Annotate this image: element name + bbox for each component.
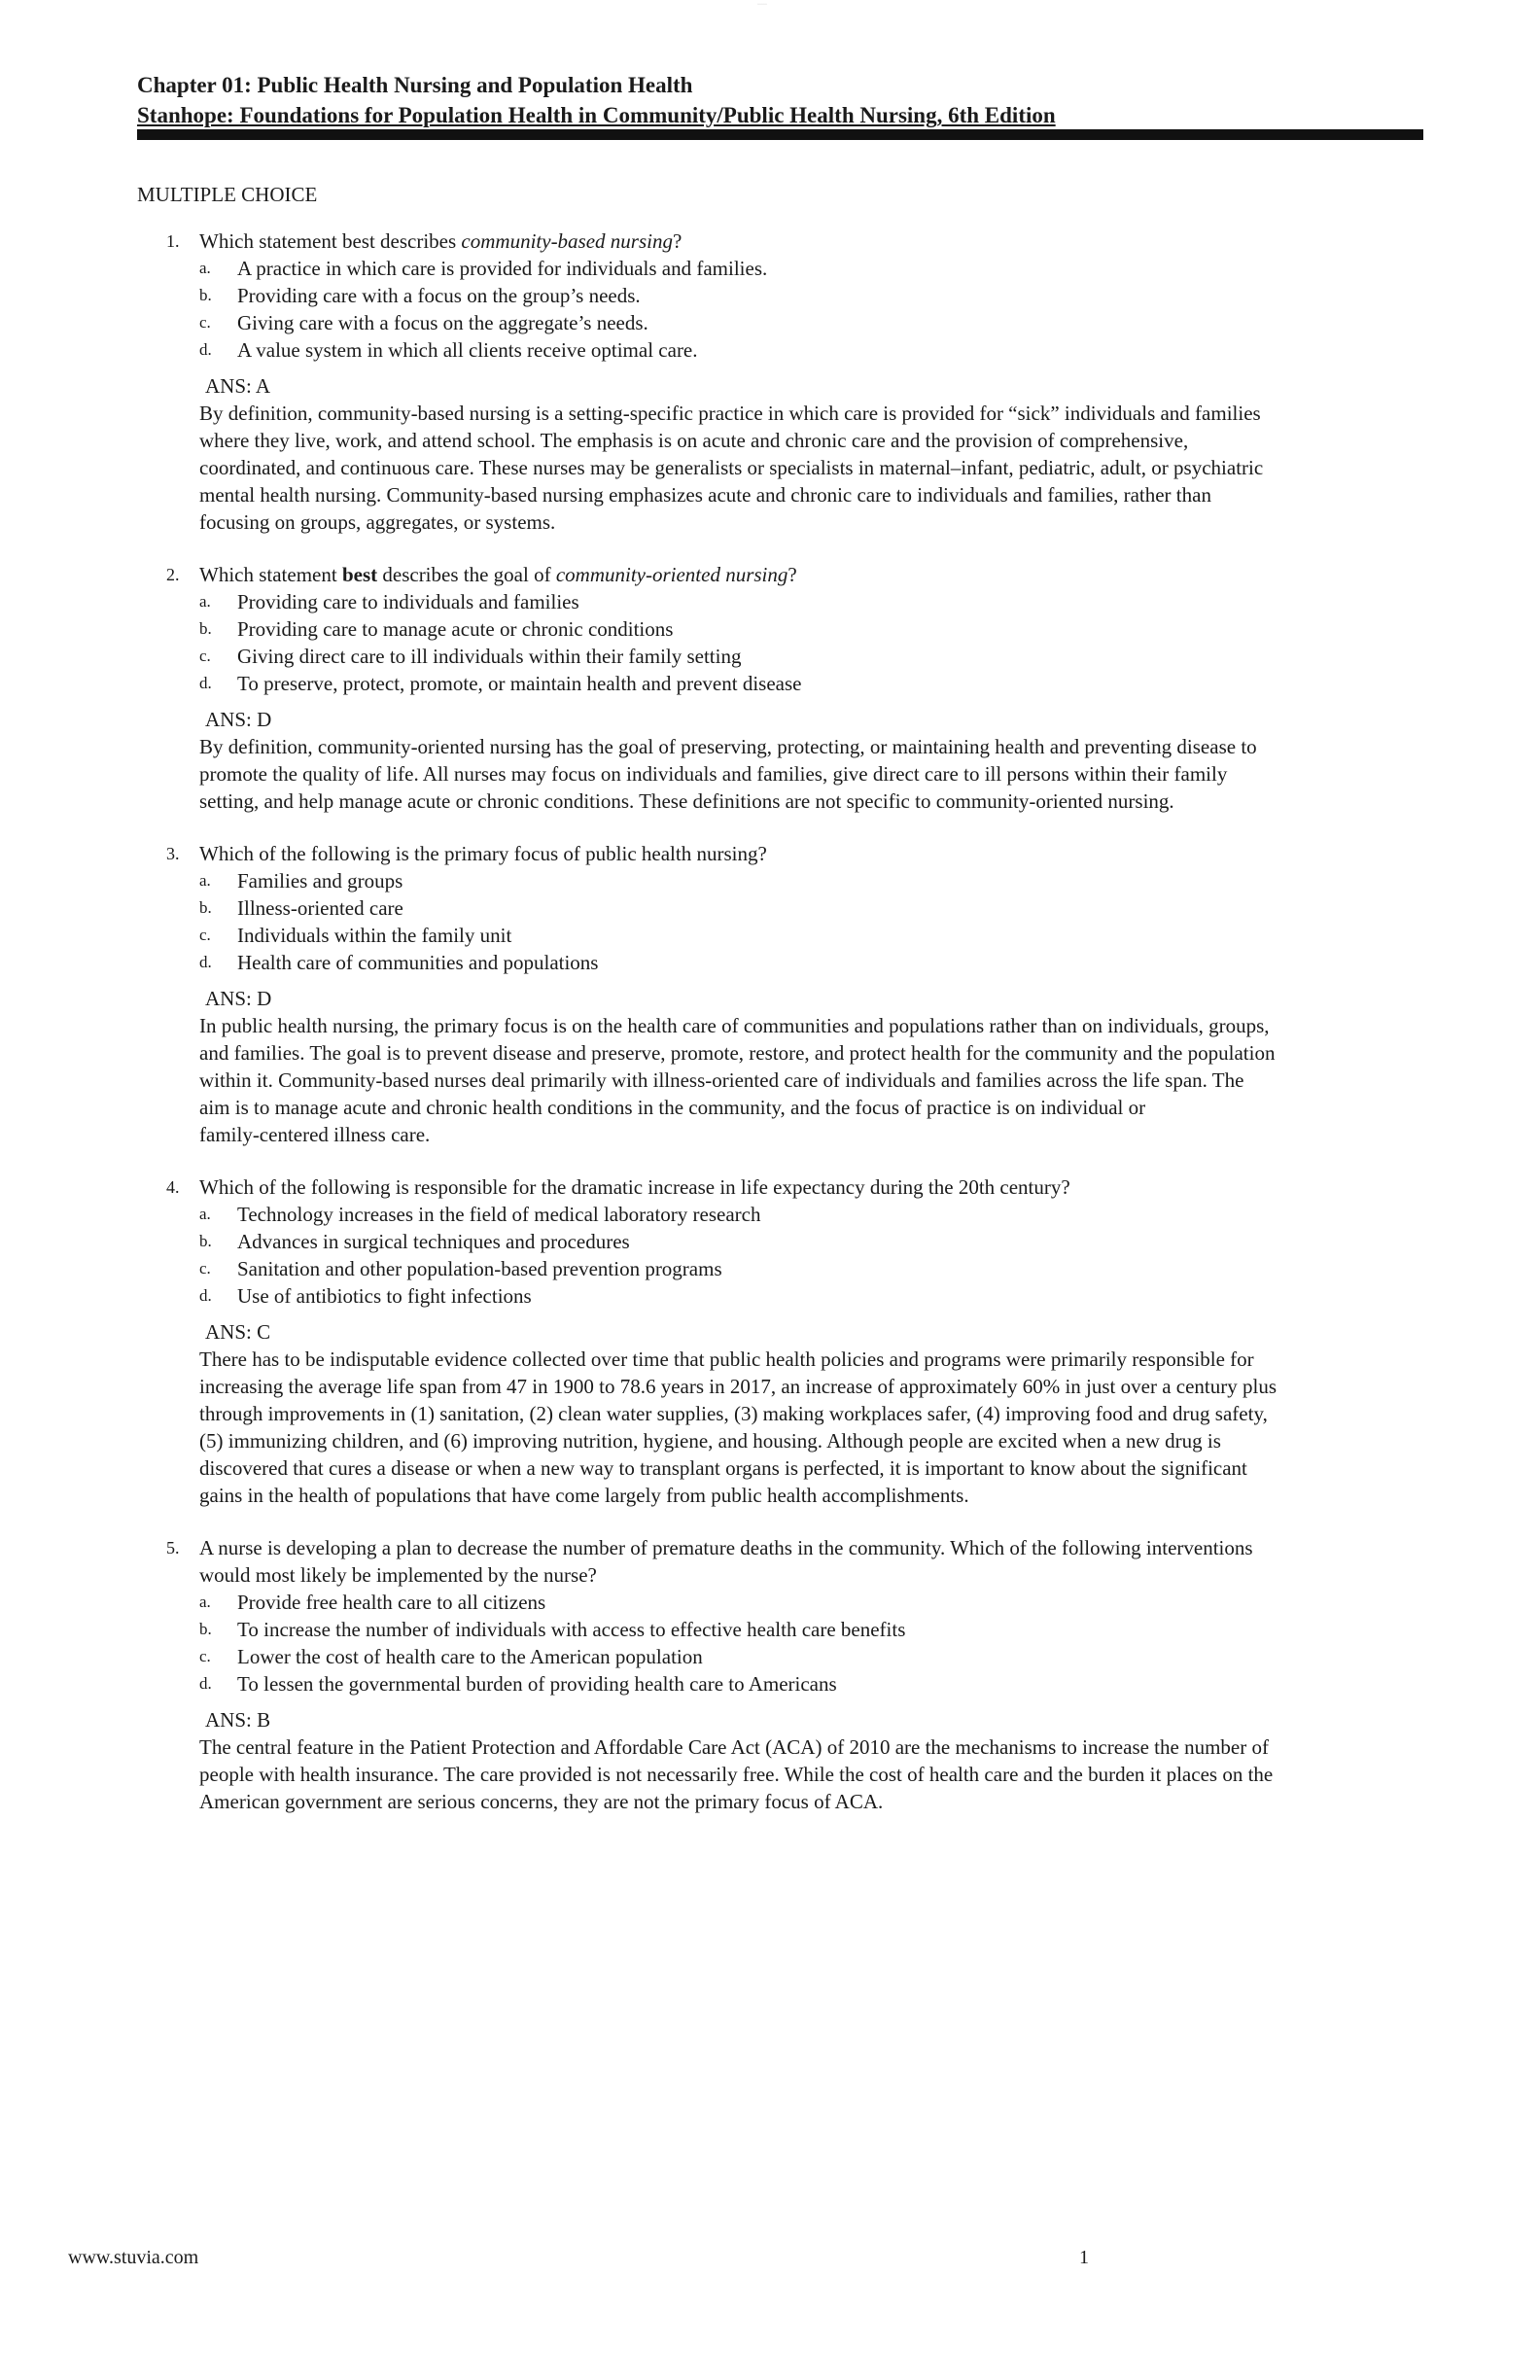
- chapter-title: Chapter 01: Public Health Nursing and Population Health: [137, 73, 693, 97]
- option-list: [137, 588, 1426, 697]
- option-letter: c.: [199, 1259, 211, 1278]
- option-d: [137, 336, 1426, 364]
- question-number: 3.: [166, 844, 180, 863]
- question-stem: [137, 1534, 1426, 1589]
- option-letter: b.: [199, 1620, 212, 1638]
- option-letter: a.: [199, 592, 211, 611]
- option-text: Lower the cost of health care to the American population: [237, 1645, 703, 1668]
- header-rule: [137, 129, 1423, 140]
- option-letter: d.: [199, 953, 212, 971]
- stem-emphasis: community-oriented nursing: [555, 563, 788, 586]
- rationale-line: In public health nursing, the primary focus is on the health care of communities and populations rather than on individuals, groups,: [199, 1014, 1270, 1037]
- question-stem: [137, 840, 1426, 867]
- option-text: Giving direct care to ill individuals within their family setting: [237, 645, 742, 668]
- section-title: MULTIPLE CHOICE: [137, 183, 318, 206]
- rationale: [199, 1012, 1426, 1148]
- question-number: 1.: [166, 231, 180, 251]
- answer-block: [137, 986, 1426, 1148]
- option-text: Health care of communities and populations: [237, 951, 599, 974]
- question-number: 4.: [166, 1177, 180, 1197]
- rationale-line: setting, and help manage acute or chronic conditions. These definitions are not specific to community-oriented nursing.: [199, 789, 1174, 813]
- option-text: Giving care with a focus on the aggregate’s needs.: [237, 311, 648, 334]
- answer-block: [137, 1319, 1426, 1509]
- answer-block: [137, 707, 1426, 815]
- option-c: [137, 922, 1426, 949]
- option-text: A practice in which care is provided for individuals and families.: [237, 257, 768, 280]
- option-text: Families and groups: [237, 869, 403, 892]
- option-text: To increase the number of individuals with access to effective health care benefits: [237, 1618, 906, 1641]
- option-letter: b.: [199, 286, 212, 304]
- option-b: [137, 894, 1426, 922]
- rationale-line: and families. The goal is to prevent disease and preserve, promote, restore, and protect health for the community and the population: [199, 1041, 1276, 1065]
- option-text: Individuals within the family unit: [237, 924, 512, 947]
- rationale-line: By definition, community-oriented nursing has the goal of preserving, protecting, or maintaining health and preventing disease to: [199, 735, 1257, 758]
- option-text: Providing care to manage acute or chronic conditions: [237, 617, 674, 641]
- page-number: 1: [1079, 2247, 1089, 2268]
- option-c: [137, 1255, 1426, 1282]
- rationale: [199, 1733, 1426, 1815]
- stem-line: would most likely be implemented by the nurse?: [199, 1563, 597, 1587]
- stem-text: ?: [788, 563, 797, 586]
- stem-line: A nurse is developing a plan to decrease the number of premature deaths in the community. Which of the following interventions: [199, 1536, 1253, 1559]
- option-text: Sanitation and other population-based prevention programs: [237, 1257, 722, 1280]
- option-text: Technology increases in the field of medical laboratory research: [237, 1203, 761, 1226]
- question-list: [137, 175, 1426, 1840]
- option-a: [137, 1589, 1426, 1616]
- footer-website[interactable]: www.stuvia.com: [68, 2247, 199, 2268]
- question-number: 5.: [166, 1538, 180, 1558]
- stem-text: Which statement best describes: [199, 229, 462, 253]
- option-d: [137, 1670, 1426, 1698]
- book-title: Stanhope: Foundations for Population Health in Community/Public Health Nursing, 6th Edition: [137, 103, 1056, 127]
- option-text: Illness-oriented care: [237, 896, 403, 920]
- option-d: [137, 670, 1426, 697]
- question-1: [137, 228, 1426, 536]
- option-text: Provide free health care to all citizens: [237, 1591, 546, 1614]
- option-letter: c.: [199, 647, 211, 665]
- rationale: [199, 733, 1426, 815]
- answer-label: ANS: D: [205, 987, 272, 1010]
- question-5: [137, 1534, 1426, 1815]
- option-list: [137, 1201, 1426, 1310]
- rationale-line: people with health insurance. The care provided is not necessarily free. While the cost of health care and the burden it places on the: [199, 1763, 1274, 1786]
- option-text: Advances in surgical techniques and procedures: [237, 1230, 630, 1253]
- question-stem: [137, 1173, 1426, 1201]
- option-b: [137, 1616, 1426, 1643]
- option-list: [137, 255, 1426, 364]
- option-letter: c.: [199, 926, 211, 944]
- option-d: [137, 1282, 1426, 1310]
- option-a: [137, 588, 1426, 615]
- rationale-line: mental health nursing. Community-based nursing emphasizes acute and chronic care to individuals and families, rather than: [199, 483, 1211, 507]
- option-text: Providing care with a focus on the group’s needs.: [237, 284, 641, 307]
- rationale-line: focusing on groups, aggregates, or systems.: [199, 510, 556, 534]
- option-letter: d.: [199, 1286, 212, 1305]
- question-stem: [137, 561, 1426, 588]
- stem-text: describes the goal of: [377, 563, 556, 586]
- question-2: [137, 561, 1426, 815]
- question-3: [137, 840, 1426, 1148]
- rationale-line: promote the quality of life. All nurses may focus on individuals and families, give direct care to ill persons within their family: [199, 762, 1228, 786]
- rationale-line: discovered that cures a disease or when a new way to transplant organs is perfected, it is important to know about the significant: [199, 1456, 1247, 1480]
- stem-text: Which statement: [199, 563, 342, 586]
- option-a: [137, 867, 1426, 894]
- answer-block: [137, 373, 1426, 536]
- option-letter: a.: [199, 259, 211, 277]
- rationale-line: family-centered illness care.: [199, 1123, 431, 1146]
- option-c: [137, 309, 1426, 336]
- rationale-line: where they live, work, and attend school. The emphasis is on acute and chronic care and the provision of comprehensive,: [199, 429, 1189, 452]
- option-letter: c.: [199, 1647, 211, 1665]
- option-list: [137, 1589, 1426, 1698]
- option-c: [137, 1643, 1426, 1670]
- document-header: [137, 70, 1423, 130]
- answer-label: ANS: C: [205, 1320, 271, 1344]
- option-b: [137, 615, 1426, 643]
- option-letter: a.: [199, 871, 211, 890]
- option-c: [137, 643, 1426, 670]
- rationale: [199, 1346, 1426, 1509]
- rationale-line: increasing the average life span from 47 in 1900 to 78.6 years in 2017, an increase of approximately 60% in just over a century plus: [199, 1375, 1278, 1398]
- answer-label: ANS: B: [205, 1708, 271, 1732]
- rationale-line: through improvements in (1) sanitation, (2) clean water supplies, (3) making workplaces safer, (4) improving food and drug safety,: [199, 1402, 1268, 1425]
- option-text: To preserve, protect, promote, or maintain health and prevent disease: [237, 672, 802, 695]
- rationale-line: within it. Community-based nurses deal primarily with illness-oriented care of individuals and families across the life span. The: [199, 1068, 1244, 1092]
- option-text: A value system in which all clients receive optimal care.: [237, 338, 698, 362]
- stem-bold: best: [341, 563, 378, 586]
- rationale-line: There has to be indisputable evidence collected over time that public health policies and programs were primarily responsible for: [199, 1348, 1254, 1371]
- option-text: Providing care to individuals and families: [237, 590, 579, 613]
- question-number: 2.: [166, 565, 180, 584]
- stem-text: ?: [672, 229, 682, 253]
- stem-text: Which of the following is responsible for the dramatic increase in life expectancy during the 20th century?: [199, 1175, 1070, 1199]
- option-letter: a.: [199, 1205, 211, 1223]
- rationale-line: (5) immunizing children, and (6) improving nutrition, hygiene, and housing. Although people are excited when a new drug is: [199, 1429, 1221, 1452]
- rationale-line: aim is to manage acute and chronic health conditions in the community, and the focus of practice is on individual or: [199, 1096, 1146, 1119]
- question-stem: [137, 228, 1426, 255]
- answer-label: ANS: D: [205, 708, 272, 731]
- option-text: To lessen the governmental burden of providing health care to Americans: [237, 1672, 837, 1696]
- option-letter: b.: [199, 898, 212, 917]
- stem-text: Which of the following is the primary focus of public health nursing?: [199, 842, 767, 865]
- answer-block: [137, 1707, 1426, 1815]
- option-a: [137, 255, 1426, 282]
- rationale-line: coordinated, and continuous care. These nurses may be generalists or specialists in maternal–infant, pediatric, adult, or psychiatric: [199, 456, 1264, 479]
- option-b: [137, 1228, 1426, 1255]
- rationale-line: American government are serious concerns, they are not the primary focus of ACA.: [199, 1790, 884, 1813]
- option-letter: c.: [199, 313, 211, 332]
- option-b: [137, 282, 1426, 309]
- option-d: [137, 949, 1426, 976]
- option-a: [137, 1201, 1426, 1228]
- answer-label: ANS: A: [205, 374, 271, 398]
- rationale-line: By definition, community-based nursing is a setting-specific practice in which care is provided for “sick” individuals and families: [199, 402, 1261, 425]
- option-letter: a.: [199, 1592, 211, 1611]
- rationale-line: gains in the health of populations that have come largely from public health accomplishments.: [199, 1484, 969, 1507]
- option-letter: d.: [199, 674, 212, 692]
- question-4: [137, 1173, 1426, 1509]
- option-list: [137, 867, 1426, 976]
- rationale-line: The central feature in the Patient Protection and Affordable Care Act (ACA) of 2010 are the mechanisms to increase the number of: [199, 1735, 1269, 1759]
- option-letter: b.: [199, 619, 212, 638]
- option-letter: b.: [199, 1232, 212, 1250]
- option-text: Use of antibiotics to fight infections: [237, 1284, 532, 1308]
- top-scan-mark: ·····: [757, 2, 767, 8]
- option-letter: d.: [199, 1674, 212, 1693]
- option-letter: d.: [199, 340, 212, 359]
- stem-emphasis: community-based nursing: [461, 229, 673, 253]
- rationale: [199, 400, 1426, 536]
